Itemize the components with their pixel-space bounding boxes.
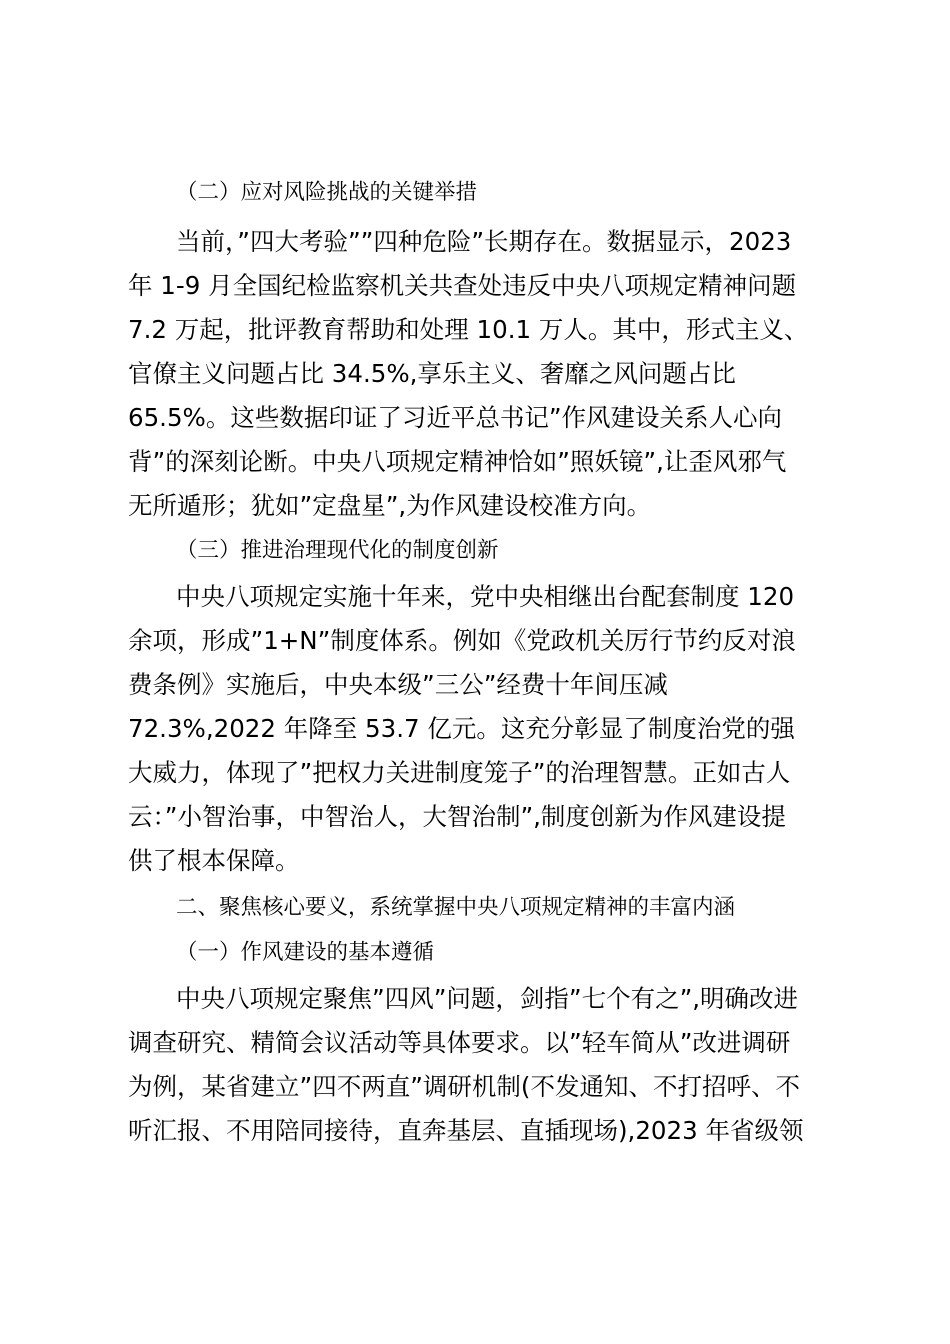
part-heading: 二、聚焦核心要义，系统掌握中央八项规定精神的丰富内涵 (176, 895, 736, 920)
paragraph-line: 无所遁形；犹如”定盘星”,为作风建设校准方向。 (128, 491, 652, 520)
paragraph-line: 费条例》实施后，中央本级”三公”经费十年间压减 (128, 670, 668, 699)
paragraph-line: 年 1-9 月全国纪检监察机关共查处违反中央八项规定精神问题 (128, 271, 797, 300)
paragraph-line: 72.3%,2022 年降至 53.7 亿元。这充分彰显了制度治党的强 (128, 714, 795, 743)
paragraph-line: 为例，某省建立”四不两直”调研机制(不发通知、不打招呼、不 (128, 1072, 800, 1101)
paragraph-line: 大威力，体现了”把权力关进制度笼子”的治理智慧。正如古人 (128, 758, 791, 787)
paragraph-line: 官僚主义问题占比 34.5%,享乐主义、奢靡之风问题占比 (128, 359, 736, 388)
section-heading: （一）作风建设的基本遵循 (176, 940, 435, 965)
paragraph-line: 调查研究、精简会议活动等具体要求。以”轻车简从”改进调研 (128, 1028, 791, 1057)
paragraph-line: 中央八项规定聚焦”四风”问题，剑指”七个有之”,明确改进 (176, 984, 799, 1013)
paragraph-line: 供了根本保障。 (128, 846, 300, 875)
section-heading: （二）应对风险挑战的关键举措 (176, 180, 478, 205)
paragraph-line: 65.5%。这些数据印证了习近平总书记”作风建设关系人心向 (128, 403, 783, 432)
paragraph-line: 7.2 万起，批评教育帮助和处理 10.1 万人。其中，形式主义、 (128, 315, 809, 344)
paragraph-line: 余项，形成”1+N”制度体系。例如《党政机关厉行节约反对浪 (128, 626, 796, 655)
paragraph-line: 云：”小智治事，中智治人，大智治制”,制度创新为作风建设提 (128, 802, 786, 831)
paragraph-line: 当前，”四大考验””四种危险”长期存在。数据显示，2023 (176, 227, 792, 256)
paragraph-line: 听汇报、不用陪同接待，直奔基层、直插现场),2023 年省级领 (128, 1116, 804, 1145)
paragraph-line: 背”的深刻论断。中央八项规定精神恰如”照妖镜”,让歪风邪气 (128, 447, 787, 476)
section-heading: （三）推进治理现代化的制度创新 (176, 538, 499, 563)
paragraph-line: 中央八项规定实施十年来，党中央相继出台配套制度 120 (176, 582, 795, 611)
